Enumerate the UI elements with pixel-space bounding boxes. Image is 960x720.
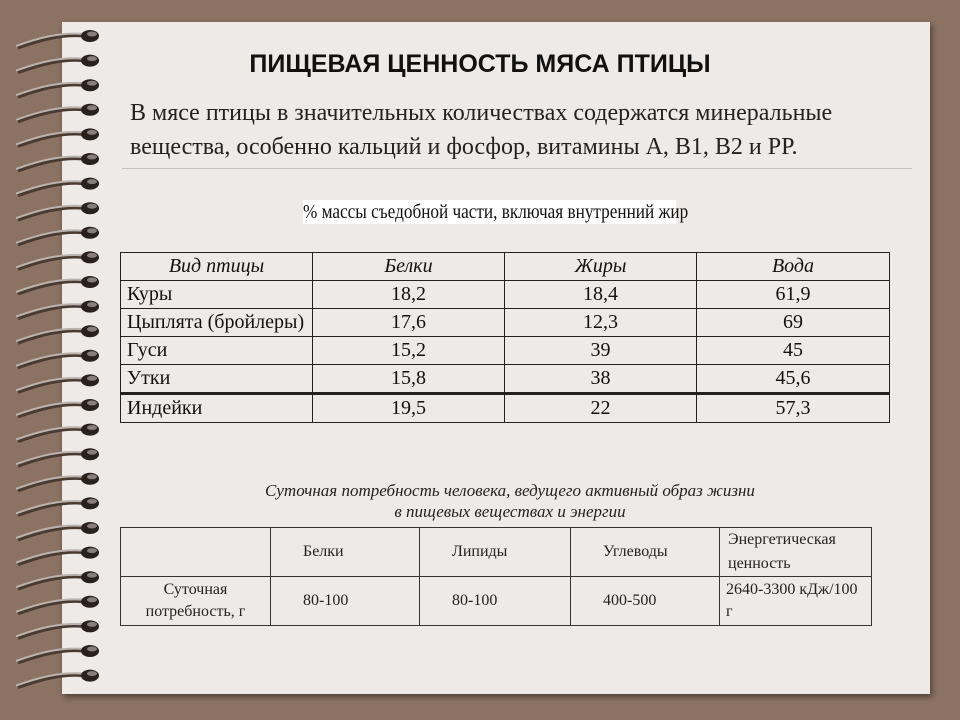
spiral-ring — [16, 276, 99, 294]
spiral-ring — [16, 645, 99, 663]
spiral-ring — [16, 596, 99, 614]
column-header: Белки — [271, 528, 420, 577]
table-cell: 15,2 — [313, 337, 505, 365]
table-cell: 57,3 — [697, 394, 890, 423]
table-cell: 69 — [697, 309, 890, 337]
table-cell: 400-500 — [571, 577, 720, 626]
spiral-ring — [16, 399, 99, 417]
column-header: Вид птицы — [121, 253, 313, 281]
spiral-ring — [16, 374, 99, 392]
table-row — [121, 309, 890, 337]
table-cell: Гуси — [121, 337, 313, 365]
intro-text: В мясе птицы в значительных количествах содержатся минеральные вещества, особенно кальций и фосфор, витамины А, В1, В2 и РР. — [130, 100, 833, 160]
spiral-ring — [16, 178, 99, 196]
spiral-ring — [16, 325, 99, 343]
table-cell: 18,4 — [505, 281, 697, 309]
spiral-ring — [16, 128, 99, 146]
table-row — [121, 394, 890, 423]
divider — [122, 168, 912, 169]
spiral-ring — [16, 522, 99, 540]
row-label: Суточная потребность, г — [121, 577, 271, 626]
spiral-ring — [16, 301, 99, 319]
column-header: Энергетическая ценность — [720, 528, 872, 577]
table-cell: 2640-3300 кДж/100 г — [720, 577, 872, 626]
column-header: Углеводы — [571, 528, 720, 577]
table-cell: 39 — [505, 337, 697, 365]
table-row — [121, 577, 872, 626]
spiral-ring — [16, 153, 99, 171]
column-header: Жиры — [505, 253, 697, 281]
spiral-ring — [16, 227, 99, 245]
table-cell: 15,8 — [313, 365, 505, 394]
table-cell: Цыплята (бройлеры) — [121, 309, 313, 337]
spiral-ring — [16, 104, 99, 122]
table-header-row — [121, 253, 890, 281]
table-cell: 19,5 — [313, 394, 505, 423]
table-cell: 22 — [505, 394, 697, 423]
spiral-ring — [16, 448, 99, 466]
column-header: Белки — [313, 253, 505, 281]
table2-caption-line: в пищевых веществах и энергии — [394, 502, 626, 521]
table-row — [121, 365, 890, 394]
table-cell: 38 — [505, 365, 697, 394]
table-cell: 80-100 — [271, 577, 420, 626]
spiral-ring — [16, 497, 99, 515]
table-cell: 61,9 — [697, 281, 890, 309]
table-cell: 45,6 — [697, 365, 890, 394]
table-row — [121, 281, 890, 309]
spiral-ring — [16, 424, 99, 442]
poultry-composition-table — [120, 252, 890, 423]
spiral-ring — [16, 202, 99, 220]
spiral-binding — [0, 0, 120, 720]
spiral-ring — [16, 571, 99, 589]
table-cell: 17,6 — [313, 309, 505, 337]
spiral-ring — [16, 79, 99, 97]
spiral-ring — [16, 620, 99, 638]
spiral-ring — [16, 473, 99, 491]
table-cell: 45 — [697, 337, 890, 365]
spiral-ring — [16, 350, 99, 368]
page-title: ПИЩЕВАЯ ЦЕННОСТЬ МЯСА ПТИЦЫ — [249, 50, 711, 78]
spiral-ring — [16, 251, 99, 269]
table-cell: 18,2 — [313, 281, 505, 309]
table-header-row — [121, 528, 872, 577]
column-header: Вода — [697, 253, 890, 281]
spiral-ring — [16, 670, 99, 688]
table-cell: 80-100 — [420, 577, 571, 626]
table-row — [121, 337, 890, 365]
table-cell: Утки — [121, 365, 313, 394]
column-header — [121, 528, 271, 577]
table-cell: Индейки — [121, 394, 313, 423]
spiral-ring — [16, 30, 99, 48]
table1-caption: % массы съедобной части, включая внутренний жир — [303, 201, 689, 223]
table2-caption-line: Суточная потребность человека, ведущего активный образ жизни — [265, 481, 755, 500]
table-cell: Куры — [121, 281, 313, 309]
column-header: Липиды — [420, 528, 571, 577]
spiral-ring — [16, 547, 99, 565]
table2-caption — [130, 480, 890, 522]
daily-requirement-table — [120, 527, 872, 626]
table-cell: 12,3 — [505, 309, 697, 337]
